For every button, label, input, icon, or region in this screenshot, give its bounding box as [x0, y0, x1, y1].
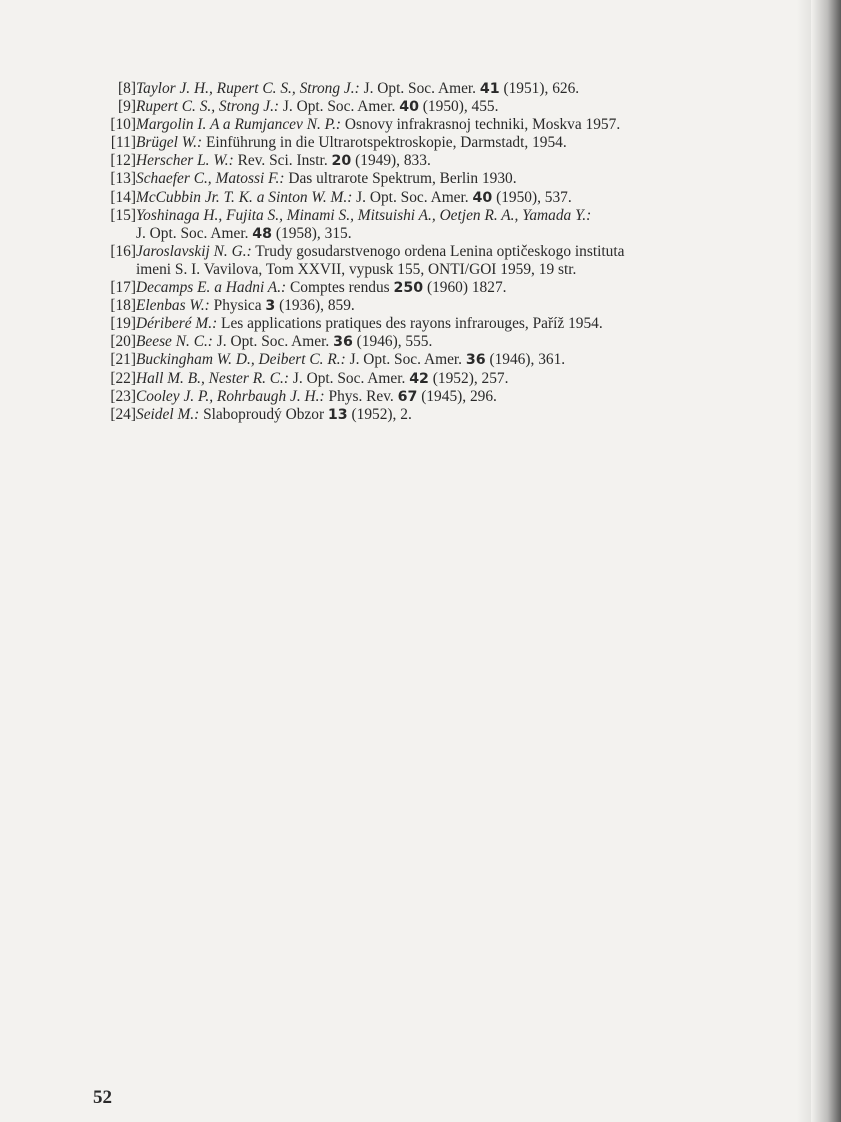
reference-text	[136, 98, 776, 116]
reference-item	[96, 315, 776, 333]
reference-source: Einführung in die Ultrarotspektroskopie, Darmstadt, 1954.	[202, 134, 567, 152]
reference-source: J. Opt. Soc. Amer.	[345, 351, 466, 369]
reference-item	[96, 152, 776, 170]
reference-authors: Cooley J. P., Rohrbaugh J. H.:	[136, 387, 325, 405]
page-number: 52	[93, 1087, 112, 1108]
reference-authors: Brügel W.:	[136, 134, 203, 152]
reference-item	[96, 116, 776, 134]
reference-text	[136, 279, 776, 297]
reference-volume: 67	[397, 388, 418, 405]
reference-item	[96, 243, 776, 279]
reference-item	[96, 189, 776, 207]
reference-year-page: (1952), 2.	[347, 405, 412, 423]
reference-volume: 42	[409, 370, 429, 387]
reference-number: [10]	[110, 116, 136, 134]
reference-year-page: (1952), 257.	[428, 369, 509, 387]
reference-number: [24]	[110, 405, 136, 423]
reference-authors: Seidel M.:	[136, 405, 200, 423]
reference-number: [9]	[118, 98, 136, 116]
page-edge-gradient	[797, 0, 811, 1122]
reference-authors: Buckingham W. D., Deibert C. R.:	[136, 351, 346, 369]
reference-text	[136, 370, 776, 388]
reference-number: [12]	[110, 152, 136, 170]
reference-source-continued: imeni S. I. Vavilova, Tom XXVII, vypusk 155, ONTI/GOI 1959, 19 str.	[136, 260, 577, 278]
reference-source: Trudy gosudarstvenogo ordena Lenina optičeskogo instituta	[251, 242, 625, 260]
reference-number: [17]	[110, 279, 136, 297]
reference-volume: 40	[399, 99, 419, 116]
reference-authors: Rupert C. S., Strong J.:	[136, 98, 280, 116]
reference-authors: Dériberé M.:	[136, 315, 218, 333]
reference-year-page: (1950), 537.	[492, 188, 572, 206]
reference-number: [18]	[110, 297, 136, 315]
reference-authors: Margolin I. A a Rumjancev N. P.:	[136, 116, 342, 134]
reference-year-page: (1958), 315.	[272, 224, 352, 242]
reference-source: J. Opt. Soc. Amer.	[289, 369, 410, 387]
reference-source: J. Opt. Soc. Amer.	[279, 98, 400, 116]
reference-item	[96, 370, 776, 388]
reference-text	[136, 315, 776, 333]
reference-source: J. Opt. Soc. Amer.	[359, 80, 480, 97]
reference-authors: Elenbas W.:	[136, 297, 210, 315]
reference-volume: 13	[327, 406, 348, 423]
reference-number: [22]	[110, 369, 136, 387]
reference-number: [19]	[110, 315, 136, 333]
reference-source: J. Opt. Soc. Amer.	[212, 333, 334, 351]
reference-text	[136, 170, 776, 188]
reference-text	[136, 207, 776, 243]
reference-item	[96, 333, 776, 351]
reference-number: [20]	[110, 333, 136, 351]
reference-authors: Decamps E. a Hadni A.:	[136, 279, 287, 297]
reference-text	[136, 134, 776, 152]
reference-item	[96, 134, 776, 152]
reference-source: Slaboproudý Obzor	[199, 405, 328, 423]
reference-item	[96, 388, 776, 406]
reference-volume: 48	[252, 225, 273, 242]
reference-text	[136, 152, 776, 170]
reference-item	[96, 80, 776, 98]
reference-item	[96, 297, 776, 315]
reference-volume: 250	[393, 280, 424, 297]
reference-item	[96, 98, 776, 116]
reference-year-page: (1945), 296.	[417, 387, 497, 405]
reference-text	[136, 388, 776, 406]
reference-item	[96, 279, 776, 297]
reference-authors: Hall M. B., Nester R. C.:	[136, 369, 290, 387]
reference-source: Comptes rendus	[286, 279, 394, 297]
reference-item	[96, 207, 776, 243]
reference-source: Rev. Sci. Instr.	[233, 152, 332, 170]
reference-year-page: (1950), 455.	[418, 98, 499, 116]
reference-source: Das ultrarote Spektrum, Berlin 1930.	[284, 170, 517, 188]
reference-text	[136, 351, 776, 369]
reference-text	[136, 297, 776, 315]
reference-item	[96, 406, 776, 424]
reference-year-page: (1946), 555.	[352, 333, 433, 351]
reference-text	[136, 333, 776, 351]
reference-authors: McCubbin Jr. T. K. a Sinton W. M.:	[136, 188, 353, 206]
reference-volume: 36	[333, 334, 353, 351]
reference-source: J. Opt. Soc. Amer.	[136, 224, 253, 242]
reference-text	[136, 189, 776, 207]
reference-authors: Schaefer C., Matossi F.:	[136, 170, 285, 188]
reference-text	[136, 243, 776, 279]
reference-number: [14]	[110, 188, 136, 206]
page-binding-shadow	[811, 0, 841, 1122]
reference-text	[136, 80, 776, 98]
reference-source: Phys. Rev.	[324, 387, 398, 405]
reference-number: [8]	[118, 80, 136, 97]
reference-item	[96, 351, 776, 369]
reference-text	[136, 406, 776, 424]
reference-year-page: (1951), 626.	[499, 80, 580, 97]
reference-item	[96, 170, 776, 188]
reference-volume: 40	[472, 189, 493, 206]
reference-list	[96, 80, 776, 424]
reference-authors: Taylor J. H., Rupert C. S., Strong J.:	[136, 80, 360, 97]
reference-year-page: (1949), 833.	[351, 152, 431, 170]
reference-text	[136, 116, 776, 134]
reference-year-page: (1936), 859.	[275, 297, 355, 315]
reference-year-page: (1960) 1827.	[423, 279, 507, 297]
reference-number: [13]	[110, 170, 136, 188]
reference-volume: 3	[265, 298, 276, 315]
reference-source: J. Opt. Soc. Amer.	[352, 188, 473, 206]
reference-source: Osnovy infrakrasnoj techniki, Moskva 1957.	[341, 116, 621, 134]
reference-source: Les applications pratiques des rayons infrarouges, Paříž 1954.	[217, 315, 603, 333]
reference-authors: Jaroslavskij N. G.:	[136, 242, 252, 260]
reference-authors: Yoshinaga H., Fujita S., Minami S., Mitsuishi A., Oetjen R. A., Yamada Y.:	[136, 206, 592, 224]
reference-year-page: (1946), 361.	[485, 351, 566, 369]
reference-volume: 36	[465, 352, 486, 369]
reference-number: [16]	[110, 242, 136, 260]
reference-authors: Beese N. C.:	[136, 333, 213, 351]
reference-source: Physica	[209, 297, 266, 315]
reference-number: [23]	[110, 387, 136, 405]
reference-volume: 41	[479, 81, 500, 97]
reference-number: [11]	[110, 134, 136, 152]
reference-number: [21]	[110, 351, 136, 369]
reference-volume: 20	[331, 153, 352, 170]
reference-number: [15]	[110, 206, 136, 224]
reference-authors: Herscher L. W.:	[136, 152, 234, 170]
